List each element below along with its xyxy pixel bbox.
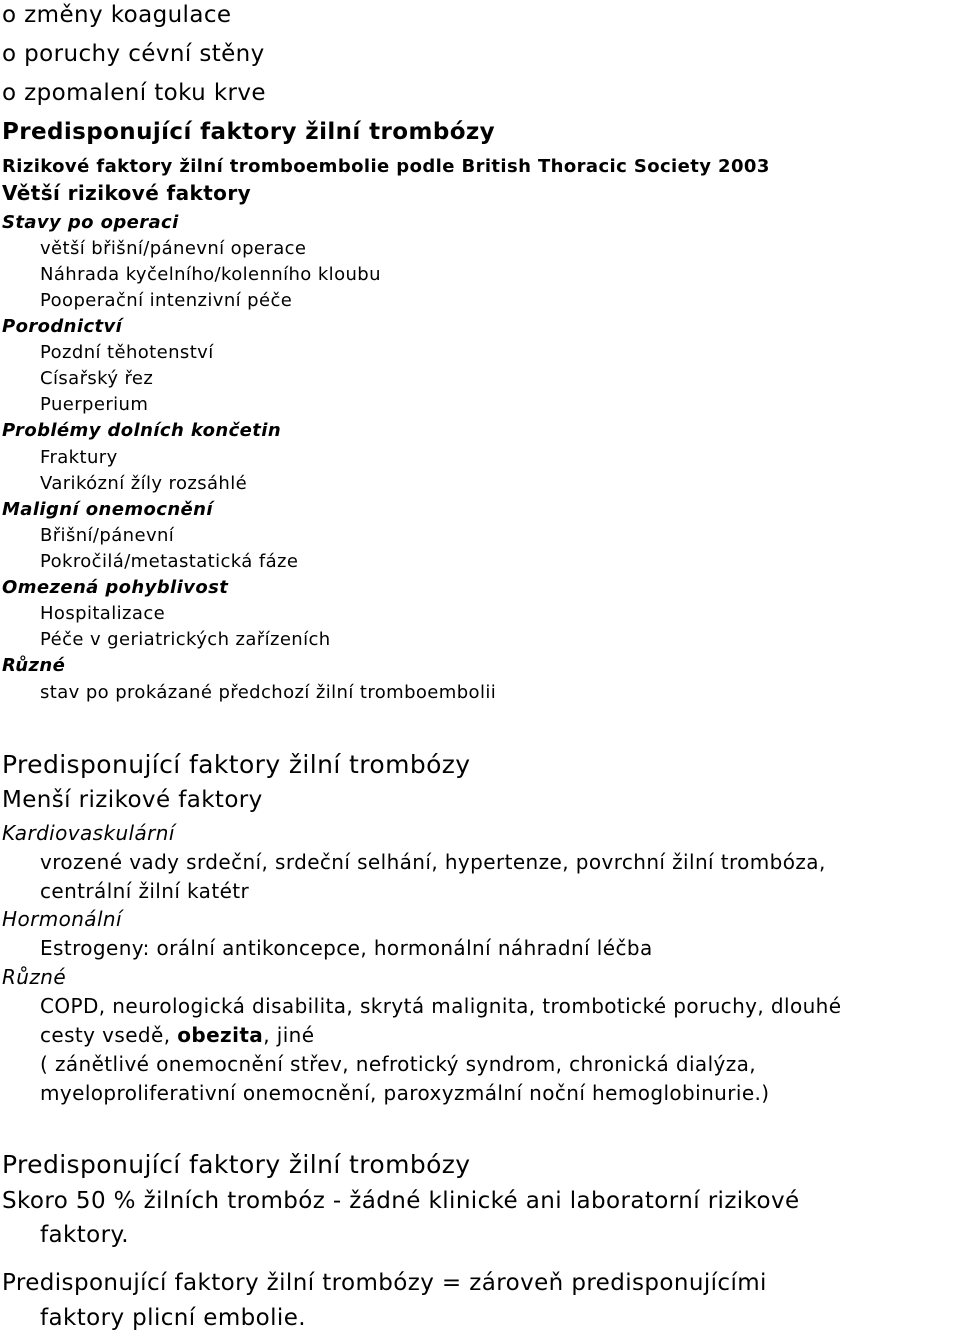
major-factors-heading: Větší rizikové faktory [2,181,252,205]
factor-item: Pozdní těhotenství [40,342,214,363]
category-heading: Problémy dolních končetin [2,420,282,441]
factor-text: centrální žilní katétr [40,879,250,903]
factor-item: Puerperium [40,394,149,415]
list-item: o poruchy cévní stěny [2,41,265,67]
factor-item: Pooperační intenzivní péče [40,290,293,311]
factor-text: myeloproliferativní onemocnění, paroxyzmální noční hemoglobinurie.) [40,1081,770,1105]
factor-text-line [40,1023,314,1047]
factor-item: Péče v geriatrických zařízeních [40,629,331,650]
factor-text: , jiné [263,1023,315,1047]
body-text: faktory. [40,1222,129,1248]
factor-item: Hospitalizace [40,603,166,624]
list-item: o změny koagulace [2,2,232,28]
section-title: Predisponující faktory žilní trombózy [2,119,496,145]
category-heading: Maligní onemocnění [2,499,213,520]
section-subtitle: Rizikové faktory žilní tromboembolie podle British Thoracic Society 2003 [2,156,770,177]
factor-item: Fraktury [40,447,118,468]
category-heading: Kardiovaskulární [2,821,175,845]
factor-item: Náhrada kyčelního/kolenního kloubu [40,264,381,285]
factor-item: stav po prokázané předchozí žilní tromboembolii [40,682,497,703]
factor-text: vrozené vady srdeční, srdeční selhání, hypertenze, povrchní žilní trombóza, [40,850,826,874]
factor-text: COPD, neurologická disabilita, skrytá malignita, trombotické poruchy, dlouhé [40,994,842,1018]
factor-text: Estrogeny: orální antikoncepce, hormonální náhradní léčba [40,936,653,960]
factor-text: cesty vsedě, [40,1023,178,1047]
category-heading: Různé [2,655,66,676]
category-heading: Různé [2,965,67,989]
list-item: o zpomalení toku krve [2,80,266,106]
factor-item: Varikózní žíly rozsáhlé [40,473,248,494]
section-title: Predisponující faktory žilní trombózy [2,1150,471,1179]
factor-item: Pokročilá/metastatická fáze [40,551,299,572]
category-heading: Omezená pohyblivost [2,577,229,598]
section-title: Predisponující faktory žilní trombózy [2,750,471,779]
minor-factors-heading: Menší rizikové faktory [2,787,263,813]
factor-item: Císařský řez [40,368,154,389]
obesity-emphasis: obezita [177,1023,264,1047]
factor-item: Břišní/pánevní [40,525,175,546]
factor-text: ( zánětlivé onemocnění střev, nefrotický syndrom, chronická dialýza, [40,1052,757,1076]
category-heading: Hormonální [2,907,122,931]
category-heading: Stavy po operaci [2,212,179,233]
factor-item: větší břišní/pánevní operace [40,238,307,259]
body-text: Predisponující faktory žilní trombózy = zároveň predisponujícími [2,1270,767,1296]
body-text: Skoro 50 % žilních trombóz - žádné klinické ani laboratorní rizikové [2,1188,800,1214]
category-heading: Porodnictví [2,316,123,337]
body-text: faktory plicní embolie. [40,1305,306,1331]
